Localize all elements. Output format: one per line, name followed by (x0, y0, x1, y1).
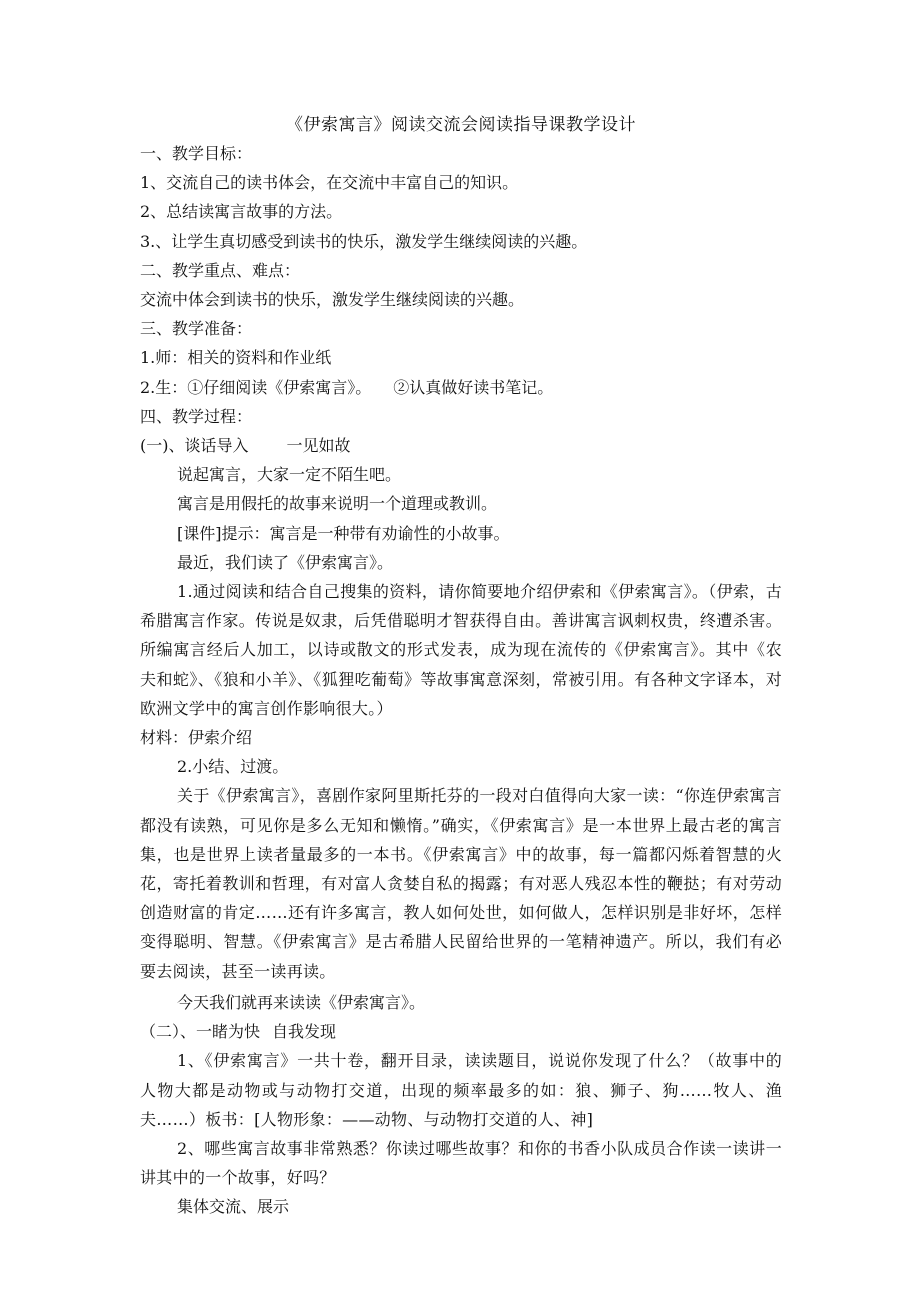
step1-point2: 2.小结、过渡。 (177, 757, 289, 777)
step1-line: [课件]提示：寓言是一种带有劝谕性的小故事。 (177, 523, 510, 543)
section-heading-keypoints: 二、教学重点、难点： (140, 260, 301, 280)
step1-heading-line (140, 431, 782, 460)
prep-teacher: 1.师：相关的资料和作业纸 (140, 348, 332, 368)
step2-subtitle: 自我发现 (272, 1022, 337, 1042)
step1-line: 说起寓言，大家一定不陌生吧。 (177, 465, 402, 485)
step1-closing: 今天我们就再来读读《伊索寓言》。 (177, 992, 426, 1012)
document-title: 《伊索寓言》阅读交流会阅读指导课教学设计 (286, 115, 636, 135)
section-heading-process: 四、教学过程： (140, 406, 253, 426)
step1-material: 材料：伊索介绍 (140, 728, 253, 748)
section-heading-goals: 一、教学目标： (140, 144, 253, 163)
step2-heading-line (140, 1017, 782, 1046)
step2-point1: 1、《伊索寓言》一共十卷，翻开目录，读读题目，说说你发现了什么？（故事中的人物大都是动物或与动物打交道，出现的频率最多的如：狼、狮子、狗……牧人、渔夫……）板书：[人物形象：——动物、与动物打交道的人、神] (140, 1051, 782, 1129)
step2-heading: （二）、一睹为快 (140, 1022, 261, 1042)
step1-point1: 1.通过阅读和结合自己搜集的资料，请你简要地介绍伊索和《伊索寓言》。（伊索，古希腊寓言作家。传说是奴隶，后凭借聪明才智获得自由。善讲寓言讽刺权贵，终遭杀害。所编寓言经后人加工，以诗或散文的形式发表，成为现在流传的《伊索寓言》。其中《农夫和蛇》、《狼和小羊》、《狐狸吃葡萄》等故事寓意深刻，常被引用。有各种文字译本，对欧洲文学中的寓言创作影响很大。） (140, 582, 782, 718)
step1-line: 最近，我们读了《伊索寓言》。 (177, 552, 394, 572)
goal-item: 3.、让学生真切感受到读书的快乐，激发学生继续阅读的兴趣。 (140, 231, 588, 251)
goal-item: 2、总结读寓言故事的方法。 (140, 202, 343, 222)
step1-line: 寓言是用假托的故事来说明一个道理或教训。 (177, 494, 498, 514)
step1-heading: (一)、谈话导入 (140, 436, 249, 456)
document-page (140, 112, 782, 1222)
goal-item: 1、交流自己的读书体会，在交流中丰富自己的知识。 (140, 173, 519, 193)
keypoints-text: 交流中体会到读书的快乐，激发学生继续阅读的兴趣。 (140, 290, 525, 310)
prep-student-a: 2.生：①仔细阅读《伊索寓言》。 (140, 377, 372, 397)
prep-student (140, 373, 782, 402)
step1-paragraph: 关于《伊索寓言》，喜剧作家阿里斯托芬的一段对白值得向大家一读：“你连伊索寓言都没有读熟，可见你是多么无知和懒惰。”确实，《伊索寓言》是一本世界上最古老的寓言集，也是世界上读者量最多的一本书。《伊索寓言》中的故事，每一篇都闪烁着智慧的火花，寄托着教训和哲理，有对富人贪婪自私的揭露；有对恶人残忍本性的鞭挞；有对劳动创造财富的肯定……还有许多寓言，教人如何处世，如何做人，怎样识别是非好坏，怎样变得聪明、智慧。《伊索寓言》是古希腊人民留给世界的一笔精神遗产。所以，我们有必要去阅读，甚至一读再读。 (140, 786, 782, 981)
step2-share: 集体交流、展示 (177, 1197, 290, 1217)
step1-subtitle: 一见如故 (286, 436, 351, 456)
prep-student-b: ②认真做好读书笔记。 (393, 377, 554, 397)
section-heading-prep: 三、教学准备： (140, 319, 253, 339)
step2-point2: 2、哪些寓言故事非常熟悉？你读过哪些故事？和你的书香小队成员合作读一读讲一讲其中的一个故事，好吗？ (140, 1138, 782, 1188)
